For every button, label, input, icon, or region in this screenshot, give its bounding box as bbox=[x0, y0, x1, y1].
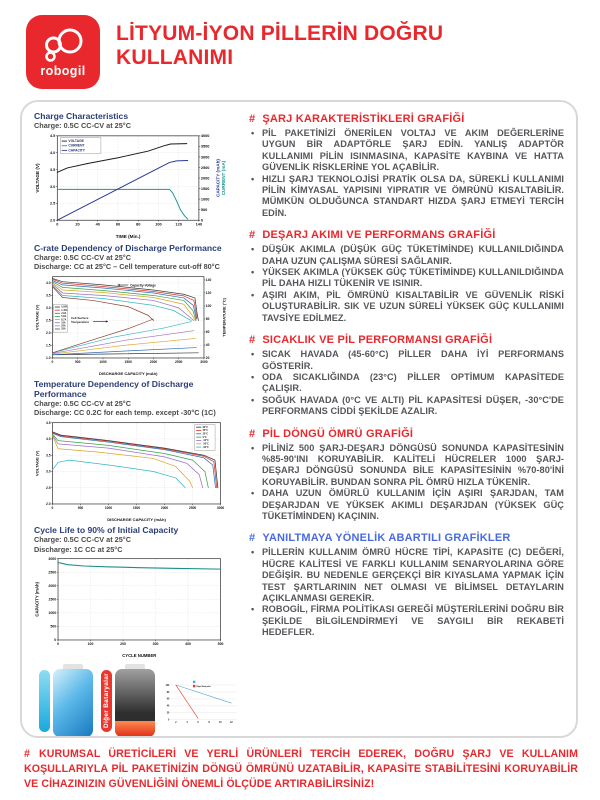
bullet-item: • AŞIRI AKIM, PİL ÖMRÜNÜ KISALTABİLİR VE GÜVENLİK RİSKİ OLUŞTURABİLİR. SIK VE UZUN SÜRELİ YÜKSEK GÜÇ KULLANIMI TAVSİYE EDİLMEZ. bbox=[249, 290, 564, 324]
chart-label: 1000 bbox=[99, 359, 107, 364]
other-batteries-ribbon bbox=[101, 670, 112, 732]
chart-label: 80 bbox=[136, 221, 141, 227]
chart-label: 2 bbox=[175, 722, 177, 725]
chart-label: 4.5 bbox=[46, 420, 51, 425]
chart-label: 140 bbox=[195, 221, 203, 227]
chart-label: 1000 bbox=[48, 610, 57, 615]
chart-label: VOLTAGE bbox=[68, 139, 84, 144]
chart-label: 2000 bbox=[200, 175, 210, 181]
ribbon-label: Diğer Bataryalar bbox=[103, 673, 110, 729]
chart-label: DISCHARGE CAPACITY (mAh) bbox=[107, 516, 166, 522]
chart-label: 400 bbox=[185, 641, 192, 646]
bullet-item: • HIZLI ŞARJ TEKNOLOJİSİ PRATİK OLSA DA, SÜREKLİ KULLANIMI PİLİN KİMYASAL YAPISINI YIPRATIR VE ÖMRÜNÜ KISALTABİLİR. MÜMKÜN OLDUĞUNCA STANDART HIZDA ŞARJ ETMEYİ TERCİH EDİN. bbox=[249, 174, 564, 220]
section-heading bbox=[249, 334, 564, 346]
series-temp-15A bbox=[52, 330, 193, 353]
arrowhead bbox=[118, 284, 120, 286]
chart-label: CURRENT bbox=[68, 144, 85, 149]
chart-label: 120 bbox=[205, 290, 212, 295]
chart-label: 40 bbox=[95, 221, 100, 227]
chart-label: 4.0 bbox=[49, 150, 56, 156]
chart-label: 2.5 bbox=[49, 201, 56, 207]
chart-panel-4 bbox=[34, 525, 240, 658]
page-title: LİTYUM-İYON PİLLERİN DOĞRU KULLANIMI bbox=[116, 22, 444, 70]
chart-subtitle: Discharge: CC at 25°C – Cell temperature cut-off 80°C bbox=[34, 262, 220, 272]
chart-label: 300 bbox=[152, 641, 159, 646]
chart-panel-1 bbox=[34, 111, 240, 240]
hash-icon: # bbox=[249, 229, 256, 242]
chart-svg-3 bbox=[34, 419, 228, 522]
chart-label: 80 bbox=[205, 316, 210, 321]
chart-svg-4 bbox=[34, 555, 228, 658]
chart-label: CYCLE NUMBER bbox=[122, 652, 157, 658]
arrowhead bbox=[106, 320, 108, 322]
chart-label: 4.0 bbox=[46, 280, 51, 285]
series-CURRENT bbox=[57, 190, 187, 220]
content-card bbox=[20, 100, 578, 738]
chart-svg-1 bbox=[34, 131, 228, 240]
chart-label: 8 bbox=[208, 722, 210, 725]
legend-swatch bbox=[193, 685, 195, 687]
chart-label: 2000 bbox=[160, 505, 169, 510]
chart-label: TEMPERATURE (°C) bbox=[221, 297, 227, 337]
chart-label: 10 bbox=[218, 722, 222, 725]
hash-icon: # bbox=[249, 532, 256, 545]
chart-label: 100 bbox=[155, 221, 162, 227]
chart-label: 2500 bbox=[175, 359, 183, 364]
section-title: YANILTMAYA YÖNELİK ABARTILI GRAFİKLER bbox=[262, 532, 511, 545]
chart-label: TIME (Min.) bbox=[115, 234, 141, 240]
chart-label: 2.0 bbox=[46, 501, 51, 506]
chart-label: 40 bbox=[205, 342, 210, 347]
series-Diğer Bataryalar bbox=[176, 685, 198, 718]
robogil-logo bbox=[26, 15, 100, 89]
battery-good bbox=[38, 664, 94, 738]
bullet-item: • SICAK HAVADA (45-60°C) PİLLER DAHA İYİ PERFORMANS GÖSTERİR. bbox=[249, 349, 564, 372]
chart-label: 1500 bbox=[132, 505, 141, 510]
legend-swatch bbox=[193, 681, 195, 683]
battery-low-fill bbox=[115, 721, 155, 737]
chart-label: 2000 bbox=[149, 359, 158, 364]
chart-label: VOLTAGE (V) bbox=[34, 163, 40, 193]
chart-label: 3500 bbox=[200, 144, 210, 150]
battery-comparison-graphic bbox=[34, 664, 240, 738]
sections-column bbox=[249, 111, 564, 730]
series-capacity-retention bbox=[58, 562, 221, 569]
battery-other bbox=[100, 664, 156, 738]
chart-subtitle: Discharge: CC 0.2C for each temp. except -30°C (1C) bbox=[34, 408, 216, 418]
blue-accent-strip bbox=[39, 670, 50, 732]
chart-label: 500 bbox=[217, 641, 224, 646]
chart-label: 20 bbox=[205, 355, 210, 360]
section-title: DEŞARJ AKIMI VE PERFORMANS GRAFİĞİ bbox=[262, 229, 496, 242]
chart-label: 100 bbox=[87, 641, 94, 646]
chart-label: 4.0 bbox=[46, 436, 51, 441]
chart-label: 2,9A bbox=[61, 311, 67, 315]
chart-label: 3.0 bbox=[46, 305, 51, 310]
chart-panel-3 bbox=[34, 379, 240, 522]
chart-label: 25A bbox=[61, 327, 66, 331]
series-60°C bbox=[52, 432, 217, 488]
chart-label: 0 bbox=[54, 638, 57, 643]
chart-label: -10°C bbox=[202, 438, 209, 442]
chart-label: 3000 bbox=[48, 556, 57, 561]
chart-label: 12 bbox=[230, 722, 233, 725]
chart-label: 45°C bbox=[202, 428, 208, 432]
chart-title: Cycle Life to 90% of Initial Capacity bbox=[34, 525, 179, 536]
chart-label: 20A bbox=[61, 324, 66, 328]
chart-label: 500 bbox=[77, 505, 84, 510]
chart-label: 6 bbox=[197, 722, 199, 725]
section-3 bbox=[249, 334, 564, 417]
chart-svg-2 bbox=[34, 273, 228, 376]
chart-label: 20 bbox=[166, 712, 170, 715]
chart-label: 8,7A bbox=[61, 317, 67, 321]
chart-subtitle: Charge: 0.5C CC-CV at 25°C bbox=[34, 252, 131, 262]
chart-label: 0 bbox=[57, 641, 60, 646]
chart-label: -20°C bbox=[202, 442, 209, 446]
chart-label: 80 bbox=[166, 692, 170, 695]
hash-icon: # bbox=[249, 113, 256, 125]
chart-label: 60°C bbox=[202, 425, 208, 429]
bullet-item: • DÜŞÜK AKIMLA (DÜŞÜK GÜÇ TÜKETİMİNDE) KULLANILDIĞINDA DAHA UZUN ÇALIŞMA SÜRESİ SAĞLANIR. bbox=[249, 244, 564, 267]
robogil-circles-icon bbox=[40, 27, 86, 63]
chart-label: 2500 bbox=[188, 505, 197, 510]
chart-subtitle: Discharge: 1C CC at 25°C bbox=[34, 544, 123, 554]
footer-note bbox=[24, 747, 578, 791]
chart-label: 4.5 bbox=[49, 133, 56, 139]
chart-label: CAPACITY (mAh) bbox=[215, 159, 221, 198]
chart-label: 1000 bbox=[200, 196, 210, 202]
chart-label: Diğer Bataryalar bbox=[196, 686, 211, 689]
section-heading bbox=[249, 113, 564, 125]
chart-label: 3.5 bbox=[46, 293, 51, 298]
chart-label: 60 bbox=[115, 221, 121, 227]
bullet-item: • PİLİNİZ 500 ŞARJ-DEŞARJ DÖNGÜSÜ SONUNDA KAPASİTESİNİN %85-90'INI KORUYABİLİR. KALİTELİ HÜCRELER 1000 ŞARJ-DEŞARJ DÖNGÜSÜ SONUNDA BİLE KAPASİTESİNİN %70-80'İNİ KORUYABİLİR. BUNDAN SONRA PİL ÖMRÜ HIZLA TÜKENİR. bbox=[249, 443, 564, 489]
section-4 bbox=[249, 428, 564, 523]
chart-label: 2.5 bbox=[46, 318, 51, 323]
chart-label: Temperature bbox=[70, 319, 90, 324]
section-heading bbox=[249, 428, 564, 440]
section-1 bbox=[249, 113, 564, 219]
bullet-item: • SOĞUK HAVADA (0°C VE ALTI) PİL KAPASİTESİ DÜŞER, -30°C'DE PERFORMANS CİDDİ ŞEKİLDE AZALIR. bbox=[249, 395, 564, 418]
chart-label: 2000 bbox=[48, 583, 57, 588]
logo-text: robogil bbox=[40, 63, 86, 78]
chart-label: 40 bbox=[166, 705, 170, 708]
chart-title: Charge Characteristics bbox=[34, 111, 129, 121]
charts-column bbox=[34, 111, 240, 730]
bullet-item: • PİLLERİN KULLANIM ÖMRÜ HÜCRE TİPİ, KAPASİTE (C) DEĞERİ, HÜCRE KALİTESİ VE FARKLI KULLANIM SENARYOLARINA GÖRE DEĞİŞİR. BU NEDENLE GERÇEKÇİ BİR KIYASLAMA YAPMAK İÇİN TEST ŞARTLARININ NET OLMASI VE BİLİMSEL DETAYLARIN AÇIKLANMASI GEREKİR. bbox=[249, 547, 564, 604]
chart-label: 60 bbox=[205, 329, 210, 334]
chart-label: 500 bbox=[200, 207, 208, 213]
series--30°C bbox=[52, 460, 185, 488]
chart-label: Capacity-Voltage bbox=[130, 283, 156, 288]
chart-label: 120 bbox=[175, 221, 182, 227]
chart-label: 1000 bbox=[104, 505, 113, 510]
chart-label: 0 bbox=[56, 221, 59, 227]
series--20°C bbox=[52, 435, 192, 487]
header bbox=[26, 15, 546, 89]
chart-label: 2.0 bbox=[49, 217, 56, 223]
chart-label: 3.0 bbox=[46, 469, 51, 474]
bullet-item: • ODA SICAKLIĞINDA (23°C) PİLLER OPTİMUM KAPASİTEDE ÇALIŞIR. bbox=[249, 372, 564, 395]
chart-label: 0 bbox=[168, 719, 170, 722]
chart-label: CAPACITY bbox=[68, 148, 85, 153]
chart-label: 3.5 bbox=[46, 453, 51, 458]
chart-title: C-rate Dependency of Discharge Performance bbox=[34, 242, 222, 253]
chart-label: 4000 bbox=[200, 133, 210, 139]
chart-label: 3000 bbox=[216, 505, 225, 510]
chart-label: 0°C bbox=[202, 435, 207, 439]
chart-label: 2500 bbox=[48, 570, 57, 575]
chart-subtitle: Charge: 0.5C CC-CV at 25°C bbox=[34, 121, 131, 130]
chart-label: 1500 bbox=[48, 597, 57, 602]
chart-label: 25°C bbox=[202, 432, 208, 436]
bullet-item: • ROBOGİL, FİRMA POLİTİKASI GEREĞİ MÜŞTERİLERİNİ DOĞRU BİR ŞEKİLDE BİLGİLENDİRMEYİ VE SAYGILI BİR REKABETİ HEDEFLER. bbox=[249, 604, 564, 638]
chart-label: 500 bbox=[74, 359, 81, 364]
chart-label: 15A bbox=[61, 321, 66, 325]
chart-label: 0 bbox=[200, 217, 203, 223]
chart-label: CAPACITY (mAh) bbox=[34, 581, 40, 617]
chart-label: 20 bbox=[75, 221, 80, 227]
section-title: ŞARJ KARAKTERİSTİKLERİ GRAFİĞİ bbox=[262, 113, 465, 125]
section-title: PİL DÖNGÜ ÖMRÜ GRAFİĞİ bbox=[262, 427, 414, 440]
chart-label: 4 bbox=[186, 722, 188, 725]
chart-label: 1500 bbox=[124, 359, 132, 364]
battery-depleted-body bbox=[115, 669, 155, 737]
chart-label: 5,8A bbox=[61, 314, 67, 318]
battery-full-body bbox=[53, 669, 93, 737]
chart-label: 2.5 bbox=[46, 485, 51, 490]
footer-text: KURUMSAL ÜRETİCİLERİ VE YERLİ ÜRÜNLERİ TERCİH EDEREK, DOĞRU ŞARJ VE KULLANIM KOŞULLARIYLA PİL PAKETİNİZİN DÖNGÜ ÖMRÜNÜ UZATABİLİR, KAPASİTE STABİLİTESİNİ KORUYABİLİR VE CİHAZINIZIN GÜVENLİĞİNİ ÖNEMLİ ÖLÇÜDE ARTIRABİLİRSİNİZ! bbox=[24, 748, 578, 790]
chart-label: DISCHARGE CAPACITY (mAh) bbox=[98, 370, 158, 376]
chart-label: 60 bbox=[166, 699, 170, 702]
series-temp-20A bbox=[52, 321, 191, 352]
chart-label: 0 bbox=[51, 359, 54, 364]
chart-label: 0 bbox=[51, 505, 54, 510]
chart-label: 1.0 bbox=[46, 355, 51, 360]
chart-title: Temperature Dependency of Discharge Performance bbox=[34, 379, 194, 400]
section-2 bbox=[249, 229, 564, 324]
chart-label: 200 bbox=[120, 641, 126, 646]
chart-label: 2500 bbox=[200, 165, 210, 171]
section-5 bbox=[249, 532, 564, 638]
chart-label: 140 bbox=[205, 277, 212, 282]
hash-icon: # bbox=[24, 748, 30, 760]
chart-label: CURRENT (mA) bbox=[221, 161, 227, 196]
chart-label: 3.5 bbox=[49, 167, 56, 173]
chart-label: VOLTAGE (V) bbox=[34, 304, 40, 330]
chart-label: -30°C bbox=[202, 445, 209, 449]
series-2,9A bbox=[52, 280, 196, 319]
chart-label: 100 bbox=[165, 685, 170, 688]
cycle-comparison-chart bbox=[162, 670, 240, 732]
section-heading bbox=[249, 229, 564, 241]
chart-label: 1.5 bbox=[46, 343, 51, 348]
chart-subtitle: Charge: 0.5C CC-CV at 25°C bbox=[34, 399, 131, 409]
chart-label: VOLTAGE (V) bbox=[34, 450, 40, 476]
chart-label: 500 bbox=[50, 624, 57, 629]
chart-label: 1,45A bbox=[61, 308, 68, 312]
chart-subtitle: Charge: 0.5C CC-CV at 25°C bbox=[34, 535, 131, 545]
chart-label: 0,58A bbox=[61, 305, 68, 309]
chart-label: 2.0 bbox=[46, 330, 51, 335]
hash-icon: # bbox=[249, 427, 256, 440]
hash-icon: # bbox=[249, 334, 256, 347]
chart-label: 3000 bbox=[200, 154, 210, 160]
bullet-item: • PİL PAKETİNİZİ ÖNERİLEN VOLTAJ VE AKIM DEĞERLERİNE UYGUN BİR ADAPTÖRLE ŞARJ EDİN. YANLIŞ ADAPTÖR KULLANIMI PİLİN ISINMASINA, KAPASİTE KAYBINA VE HATTA GÜVENLİK RİSKLERİNE YOL AÇABİLİR. bbox=[249, 128, 564, 174]
series-25°C bbox=[52, 433, 215, 488]
bullet-item: • DAHA UZUN ÖMÜRLÜ KULLANIM İÇİN AŞIRI ŞARJDAN, TAM DEŞARJDAN VE YÜKSEK AKIMLI DEŞARJDAN (YÜKSEK GÜÇ TÜKETİMİNDEN) KAÇININ. bbox=[249, 488, 564, 522]
chart-label: 1500 bbox=[200, 186, 210, 192]
chart-label: Cell Surface bbox=[70, 315, 89, 320]
chart-label: 3000 bbox=[200, 359, 208, 364]
section-heading bbox=[249, 532, 564, 544]
section-title: SICAKLIK VE PİL PERFORMANSI GRAFİĞİ bbox=[262, 334, 493, 347]
chart-label: 3.0 bbox=[49, 184, 56, 190]
bullet-item: • YÜKSEK AKIMLA (YÜKSEK GÜÇ TÜKETİMİNDE) KULLANILDIĞINDA PİL DAHA HIZLI TÜKENİR VE ISINIR. bbox=[249, 267, 564, 290]
chart-label: 100 bbox=[205, 303, 212, 308]
chart-panel-2 bbox=[34, 243, 240, 376]
